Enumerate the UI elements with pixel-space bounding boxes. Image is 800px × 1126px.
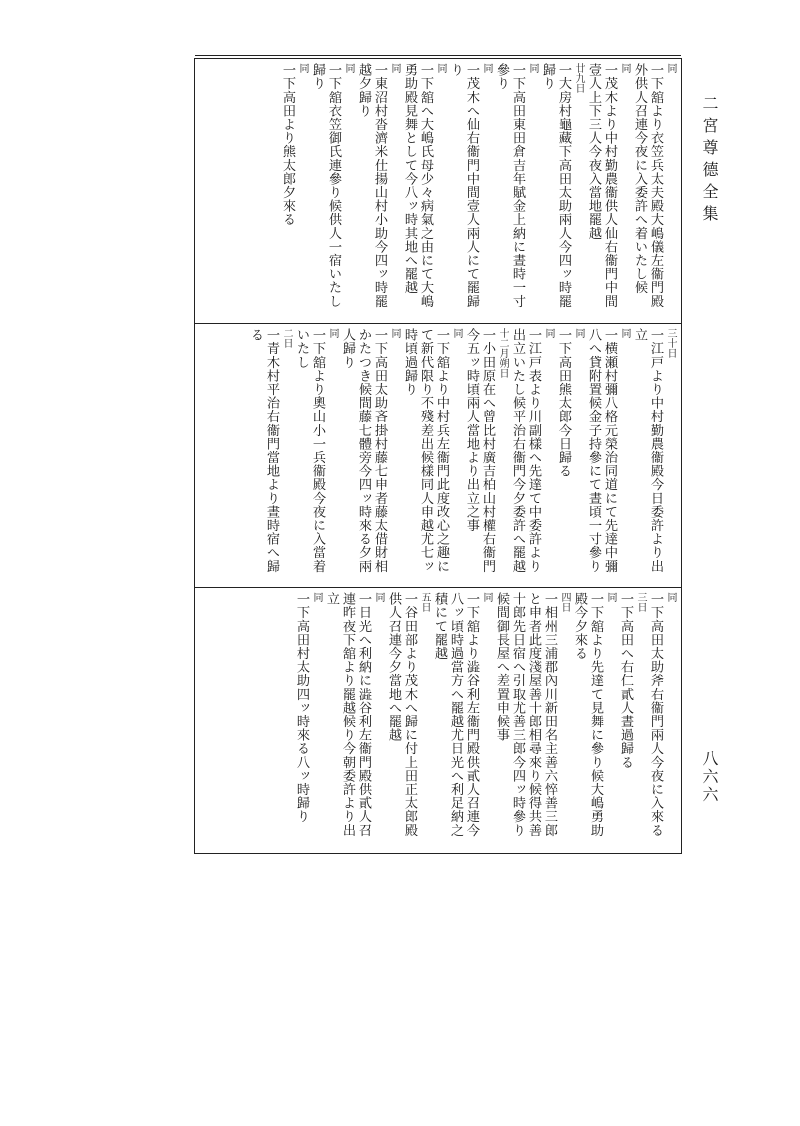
diary-entry: [279, 63, 307, 226]
entry-text: 一茂木へ仙右衞門中間壹人兩人にて罷歸り: [448, 63, 479, 308]
entry-text: 一相州三浦郡內川新田名主善六悴善三郎と申者此度淺屋善十郎相尋來り候得共善十郎先日宿へ引取尤善三郎今四ッ時參り候間御長屋へ差置申候事: [494, 592, 557, 837]
diary-entry: [585, 328, 629, 580]
diary-entry: [323, 592, 383, 844]
text-frame: [194, 58, 682, 854]
entry-date: 五日: [419, 592, 430, 612]
diary-entry: [293, 592, 321, 823]
diary-entry: [401, 63, 445, 315]
diary-entry: [585, 63, 629, 315]
entry-date: 同: [665, 592, 676, 602]
entry-columns: [201, 328, 675, 583]
entry-text: 一下舘衣笠御氏連參り候供人一宿いたし歸り: [310, 63, 341, 308]
diary-entry: [509, 328, 553, 580]
entry-text: 一下舘より澁谷利左衞門殿供貳人召連今八ッ頃時過當方へ罷越尤日光へ利足納之積にて罷越: [432, 592, 479, 837]
entry-date: 同: [389, 328, 400, 338]
entry-date: 三日: [635, 592, 646, 612]
diary-entry: [617, 592, 645, 769]
entry-columns: [201, 592, 675, 849]
entry-text: 一大房村龜藏下高田太助兩人今四ッ時罷歸り: [540, 63, 571, 308]
diary-entry: [493, 63, 537, 315]
diary-entry: [647, 592, 675, 837]
entry-date: 同: [619, 328, 630, 338]
diary-entry: [293, 328, 337, 580]
page-header-title: 二宮尊德全集: [700, 95, 719, 227]
entry-date: 同: [619, 63, 630, 73]
entry-text: 一下舘より衣笠兵太夫殿大嶋儀左衞門殿外供人召連今夜に入委許へ着いたし候: [632, 63, 663, 308]
diary-entry: [539, 63, 583, 315]
entry-date: 同: [389, 63, 400, 73]
entry-date: 同: [481, 63, 492, 73]
entry-text: 一下舘より先達て見舞に參り候大嶋勇助殿今夕來る: [572, 592, 603, 837]
diary-entry: [247, 328, 291, 580]
diary-entry: [401, 328, 461, 580]
page-number: 八六六: [700, 750, 719, 804]
diary-entry: [309, 63, 353, 315]
entry-text: 一江戸より中村勤農衞殿今日委許より出立: [632, 328, 663, 573]
diary-entry: [493, 592, 569, 844]
entry-text: 一下高田より熊太郎夕來る: [280, 63, 295, 227]
entry-text: 一下舘へ大嶋氏母少々病氣之由にて大嶋勇助殿見舞として今八ッ時其地へ罷越: [402, 63, 433, 308]
diary-entry: [355, 63, 399, 315]
entry-date: 同: [327, 328, 338, 338]
entry-text: 一下高田へ右仁貳人晝過歸る: [618, 592, 633, 769]
entry-date: 同: [543, 328, 554, 338]
entry-date: 同: [435, 63, 446, 73]
section-middle: [195, 323, 681, 587]
entry-text: 一青木村平治右衞門當地より晝時宿へ歸る: [248, 328, 279, 573]
entry-date: 同: [665, 63, 676, 73]
entry-date: 二日: [281, 328, 292, 348]
entry-date: 廿九日: [573, 63, 584, 93]
entry-columns: [201, 63, 675, 319]
entry-date: 同: [451, 328, 462, 338]
entry-date: 同: [481, 592, 492, 602]
diary-entry: [631, 328, 675, 580]
entry-text: 一下高田東田倉吉年賦金上納に晝時一寸參り: [494, 63, 525, 308]
diary-entry: [555, 328, 583, 478]
diary-entry: [571, 592, 615, 844]
entry-text: 一下舘より奧山小一兵衞殿今夜に入當着いたし: [294, 328, 325, 573]
entry-text: 一谷田部より茂木へ歸に付上田正太郎殿供人召連今夕當地へ罷越: [386, 592, 417, 837]
entry-text: 一下高田太助吝掛村藤七申者藤太借財相かたつき候間藤七體旁今四ッ時來る夕兩人歸り: [340, 328, 387, 573]
entry-date: 同: [343, 63, 354, 73]
entry-text: 一小田原在へ曾比村廣吉柏山村權右衞門今五ッ時頃兩人當地より出立之事: [464, 328, 495, 573]
entry-text: 一江戸表より川副樣へ先達て中委許より出立いたし候平治右衞門今夕委許へ罷越: [510, 328, 541, 573]
diary-entry: [431, 592, 491, 844]
entry-text: 一茂木より中村勤農衞供人仙右衞門中間壹人上下三人今夜入當地罷越: [586, 63, 617, 308]
entry-date: 同: [605, 592, 616, 602]
entry-text: 一横瀬村彌八格元榮治同道にて先達中彌八へ貸附置候金子持參にて晝頃一寸參り: [586, 328, 617, 573]
entry-text: 一下高田太助斧右衞門兩人今夜に入來る: [648, 592, 663, 837]
entry-date: 十二月朔日: [497, 328, 508, 378]
entry-date: 同: [373, 592, 384, 602]
entry-text: 一下舘より中村兵左衞門此度改心之趣にて新代限り不殘差出候樣同人申越尤七ッ時頃過歸り: [402, 328, 449, 573]
entry-date: 同: [573, 328, 584, 338]
diary-entry: [447, 63, 491, 315]
diary-entry: [385, 592, 429, 844]
entry-text: 一下高田熊太郎今日歸る: [556, 328, 571, 478]
entry-date: 同: [297, 63, 308, 73]
entry-text: 一東沼村沓濟米仕揚山村小助今四ッ時罷越夕歸り: [356, 63, 387, 308]
entry-date: 同: [527, 63, 538, 73]
entry-date: 四日: [559, 592, 570, 612]
section-bottom: [195, 587, 681, 853]
entry-text: 一下高田村太助四ッ時來る八ッ時歸り: [294, 592, 309, 824]
diary-entry: [463, 328, 507, 580]
entry-date: 同: [311, 592, 322, 602]
diary-entry: [631, 63, 675, 315]
section-top: [195, 59, 681, 323]
diary-entry: [339, 328, 399, 580]
entry-date: 三十日: [665, 328, 676, 358]
entry-text: 一日光へ利納に澁谷利左衞門殿供貳人召連昨夜下舘より罷越候り今朝委許より出立: [324, 592, 371, 837]
